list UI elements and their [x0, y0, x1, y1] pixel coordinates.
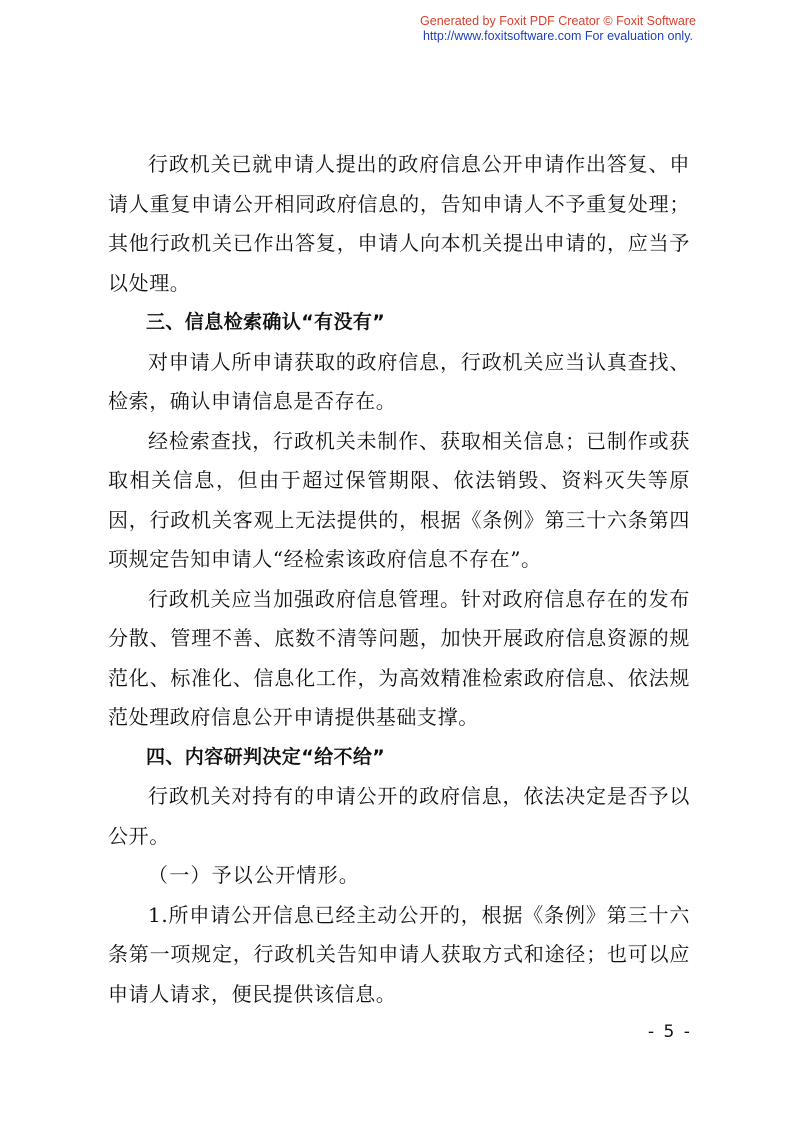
paragraph-repeat-request: 行政机关已就申请人提出的政府信息公开申请作出答复、申请人重复申请公开相同政府信息的，告知申请人不予重复处理；其他行政机关已作出答复，申请人向本机关提出申请的，应当予以处理。 [108, 152, 690, 295]
watermark-line-1: Generated by Foxit PDF Creator © Foxit Software [420, 14, 696, 28]
paragraph-search-confirm: 对申请人所申请获取的政府信息，行政机关应当认真查找、检索，确认申请信息是否存在。 [108, 349, 690, 413]
paragraph-not-exist: 经检索查找，行政机关未制作、获取相关信息；已制作或获取相关信息，但由于超过保管期限、依法销毁、资料灭失等原因，行政机关客观上无法提供的，根据《条例》第三十六条第四项规定告知申请人“经检索该政府信息不存在”。 [108, 428, 690, 571]
subheading-disclose-cases: （一）予以公开情形。 [148, 863, 360, 887]
paragraph-information-management: 行政机关应当加强政府信息管理。针对政府信息存在的发布分散、管理不善、底数不清等问题，加快开展政府信息资源的规范化、标准化、信息化工作，为高效精准检索政府信息、依法规范处理政府信息公开申请提供基础支撑。 [108, 586, 690, 729]
page-number: - 5 - [648, 1022, 692, 1042]
foxit-watermark [420, 14, 696, 44]
document-body [108, 145, 690, 1014]
paragraph-item-1: 1.所申请公开信息已经主动公开的，根据《条例》第三十六条第一项规定，行政机关告知申请人获取方式和途径；也可以应申请人请求，便民提供该信息。 [108, 902, 690, 1006]
section-heading-3: 三、信息检索确认“有没有” [146, 311, 386, 333]
section-heading-4: 四、内容研判决定“给不给” [146, 745, 386, 768]
watermark-line-2: http://www.foxitsoftware.com For evaluation only. [422, 29, 694, 43]
paragraph-decide-disclosure: 行政机关对持有的申请公开的政府信息，依法决定是否予以公开。 [108, 784, 690, 848]
